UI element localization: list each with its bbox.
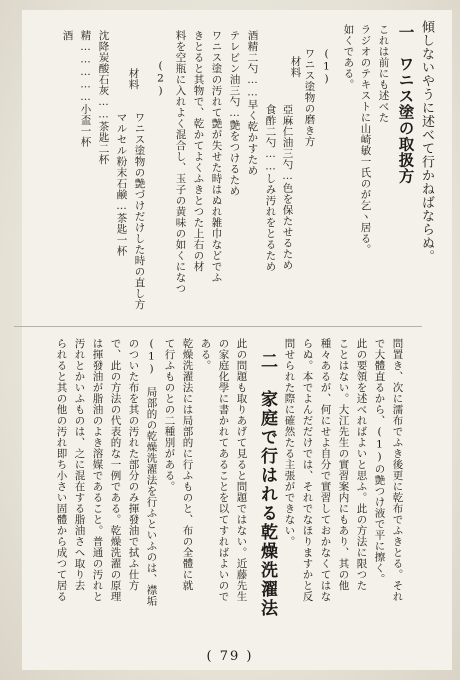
text-column: (1) 局部的の乾燥洗濯法を行ふといふのは、襟垢: [145, 338, 158, 607]
section-label: 材料: [289, 56, 302, 78]
text-column: 問置き、次に濡布でふき後更に乾布でふきとる。それ: [391, 338, 404, 602]
section-label: 材料: [127, 68, 140, 90]
list-label: (2): [154, 60, 167, 98]
text-column: 問せられた際に確然たる主張ができない。: [283, 338, 296, 547]
text-column: の家庭化學に書かれてあることを以てすればよいので: [217, 338, 230, 602]
text-column: らぬ。本でよんだだけでは、それでなほりますかと反: [301, 338, 314, 602]
text-column: 酒: [61, 30, 74, 41]
ingredient-line: マルセル粉末石鹸…茶匙一杯: [115, 112, 128, 257]
text-column: のついた布を其の汚れた部分のみ揮發油で拭ふ仕方: [127, 338, 140, 591]
text-column: は揮發油が脂油のよき溶媒であること。普通の汚れと: [91, 338, 104, 602]
ingredient-line: 亞麻仁油三勺…色を保たせるため: [281, 104, 294, 271]
text-column: 種々あるが、何にせよ自分で實習しておかなくてはな: [319, 338, 332, 602]
text-column: ワニス塗物の磨き方: [303, 48, 316, 147]
text-column: られると其の他の汚れ即ち小さい固體から成つて居る: [55, 338, 68, 602]
chapter-heading: 二 家庭で行はれる乾燥洗濯法: [257, 352, 277, 618]
text-column: 料を空瓶に入れよく混合し、玉子の黄味の如くになつ: [174, 30, 187, 294]
text-column: ことはない。大江先生の實習案内にもあり、其の他: [337, 338, 350, 591]
text-column: きとると其物で、乾かてよくふきとつた上右の材: [192, 30, 205, 272]
text-column: ある。: [199, 338, 212, 371]
text-column: 汚れとかいふものは、之に混在する脂油さへ取り去: [73, 338, 86, 591]
text-column: 如くである。: [342, 24, 355, 90]
text-column: 精……………小盃一杯: [79, 30, 92, 148]
list-label: (1): [320, 48, 333, 86]
text-column: ラジオのテキストに山崎敏一氏のが乞ヽ居る。: [359, 24, 372, 255]
ingredient-line: 食酢二勺……しみ汚れをとるため: [264, 104, 277, 272]
text-column: で、此の方法の代表的な一例である。乾燥洗濯の原理: [109, 338, 122, 602]
section-heading: 一 ワニス塗の取扱方: [396, 24, 416, 184]
text-column: て行ふものとの二種別がある。: [163, 338, 176, 492]
text-column: ワニス塗の汚れて艶が失せた時はぬれ雑巾などでふ: [210, 30, 223, 283]
half-divider: [14, 326, 422, 327]
text-column: これは前にも述べた: [377, 24, 390, 123]
text-column: 此の要領を述べればよいと思ふ。此の方法に限つた: [355, 338, 368, 591]
ingredient-line: ワニス塗物の艶づけだけした時の直し方: [133, 112, 146, 310]
text-column: で大體直るから、(1)の艶つけ液で平に擦く。: [373, 338, 386, 585]
text-column: テレビン油三勺…艶をつけるため: [228, 30, 241, 197]
text-column: 此の問題も取りあげて見ると問題ではない。近藤先生: [235, 338, 248, 602]
page-number: ( 79 ): [206, 649, 254, 664]
text-column: 乾燥洗濯法には局部的に行ふものと、布の全體に就: [181, 338, 194, 591]
text-column: 傾しないやうに述べて行かねばならぬ。: [419, 20, 434, 263]
text-column: 沈降炭酸石灰……茶匙二杯: [97, 30, 110, 165]
text-column: 酒精二勺……早く乾かすため: [246, 30, 259, 176]
